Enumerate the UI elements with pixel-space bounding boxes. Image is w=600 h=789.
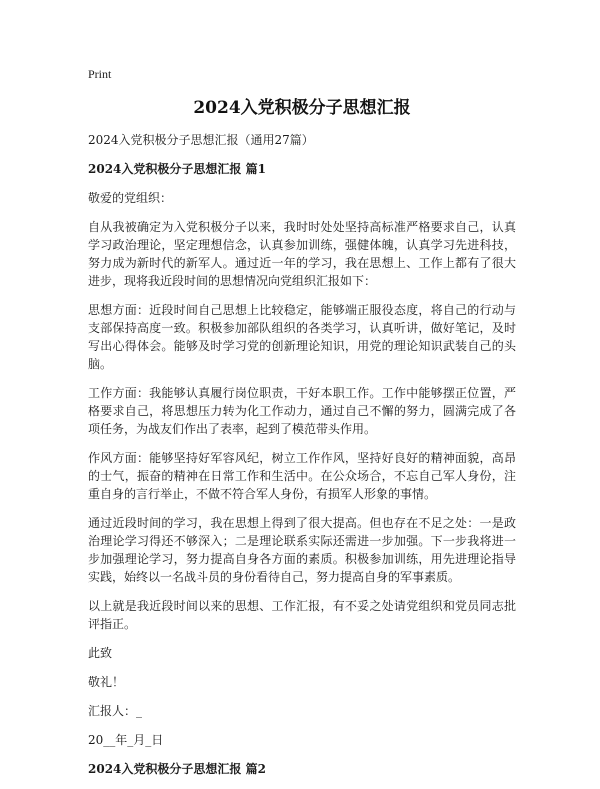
paragraph-summary: 通过近段时间的学习，我在思想上得到了很大提高。但也存在不足之处：一是政治理论学习得还不够深入；二是理论联系实际还需进一步加强。下一步我将进一步加强理论学习，努力提高自身各方面的素质。积极参加训练，用先进理论指导实践，始终以一名战斗员的身份看待自己，努力提高自身的军事素质。	[88, 516, 516, 584]
reporter-line: 汇报人：_	[88, 704, 143, 718]
paragraph-conclusion: 以上就是我近段时间以来的思想、工作汇报，有不妥之处请党组织和党员同志批评指正。	[88, 599, 516, 631]
regards: 敬礼！	[88, 675, 125, 689]
section-heading-1: 2024入党积极分子思想汇报 篇1	[88, 162, 266, 176]
print-link[interactable]: Print	[88, 67, 112, 81]
document-page	[88, 66, 516, 789]
document-subtitle: 2024入党积极分子思想汇报（通用27篇）	[88, 133, 314, 147]
closing: 此致	[88, 646, 113, 660]
section-heading-2: 2024入党积极分子思想汇报 篇2	[88, 762, 266, 776]
document-title: 2024入党积极分子思想汇报	[193, 98, 411, 118]
paragraph-work: 工作方面：我能够认真履行岗位职责，干好本职工作。工作中能够摆正位置，严格要求自己，将思想压力转为化工作动力，通过自己不懈的努力，圆满完成了各项任务，为战友们作出了表率，起到了模范带头作用。	[88, 386, 516, 436]
paragraph-intro: 自从我被确定为入党积极分子以来，我时时处处坚持高标准严格要求自己，认真学习政治理论，坚定理想信念，认真参加训练，强健体魄，认真学习先进科技，努力成为新时代的新军人。通过近一年的学习，我在思想上、工作上都有了很大进步，现将我近段时间的思想情况向党组织汇报如下：	[88, 220, 516, 288]
paragraph-style: 作风方面：能够坚持好军容风纪，树立工作作风，坚持好良好的精神面貌，高昂的士气，振奋的精神在日常工作和生活中。在公众场合，不忘自己军人身份，注重自身的言行举止，不做不符合军人身份，有损军人形象的事情。	[88, 451, 516, 501]
date-line: 20__年_月_日	[88, 733, 164, 747]
paragraph-thought: 思想方面：近段时间自己思想上比较稳定，能够端正服役态度，将自己的行动与支部保持高度一致。积极参加部队组织的各类学习，认真听讲，做好笔记，及时写出心得体会。能够及时学习党的创新理论知识，用党的理论知识武装自己的头脑。	[88, 303, 516, 371]
salutation: 敬爱的党组织：	[88, 191, 173, 205]
